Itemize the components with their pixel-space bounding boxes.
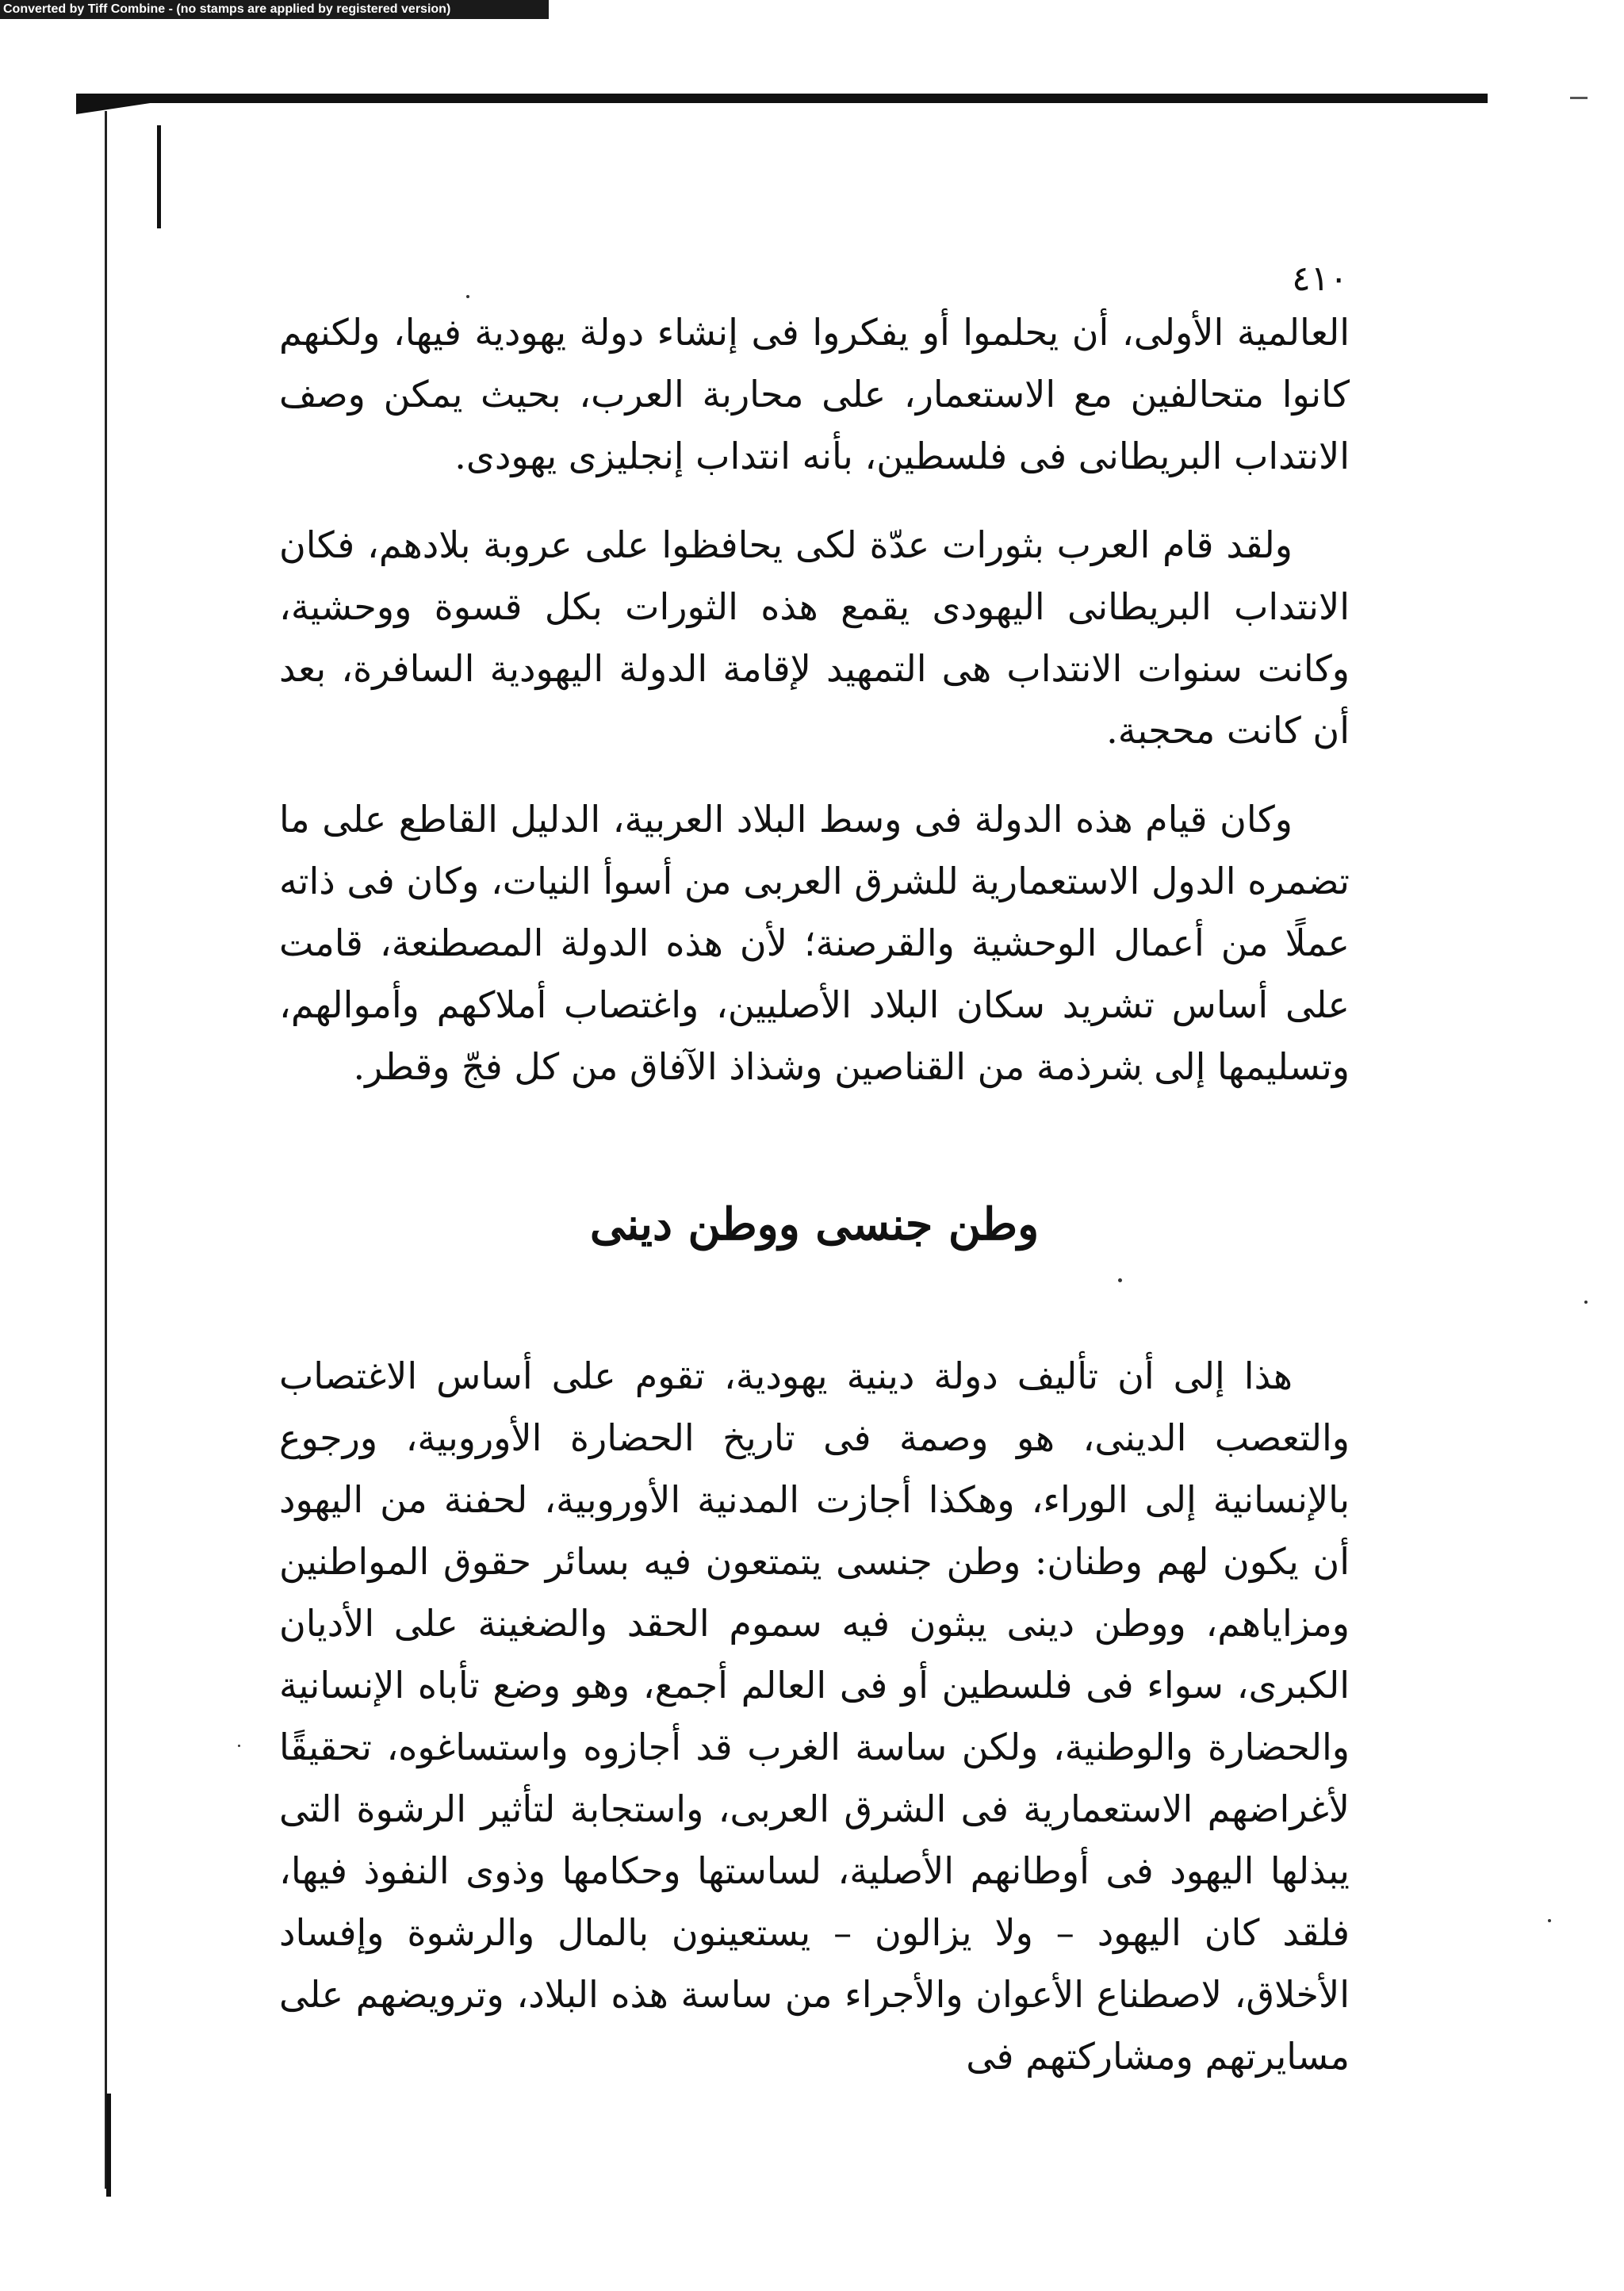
page-body <box>279 301 1350 2114</box>
scan-banner: Converted by Tiff Combine - (no stamps are applied by registered version) <box>0 0 549 19</box>
right-edge-mark <box>1570 97 1588 99</box>
scan-speck <box>238 1745 240 1747</box>
page-number: ٤١٠ <box>1292 259 1348 299</box>
scan-speck <box>1548 1919 1551 1922</box>
section-heading: وطن جنسى ووطن دينى <box>589 1198 1040 1251</box>
top-border-rule <box>76 94 1488 103</box>
body-paragraph: العالمية الأولى، أن يحلموا أو يفكروا فى إنشاء دولة يهودية فيها، ولكنهم كانوا متحالفين مع الاستعمار، على محاربة العرب، بحيث يمكن وصف الانتداب البريطانى فى فلسطين، بأنه انتداب إنجليزى يهودى. <box>279 311 1350 477</box>
body-paragraph: ولقد قام العرب بثورات عدّة لكى يحافظوا على عروبة بلادهم، فكان الانتداب البريطانى اليهودى يقمع هذه الثورات بكل قسوة ووحشية، وكانت سنوات الانتداب هى التمهيد لإقامة الدولة اليهودية السافرة، بعد أن كانت محجبة. <box>279 523 1350 752</box>
scan-speck <box>1584 1301 1588 1304</box>
top-border-rule-tip <box>76 100 171 114</box>
body-paragraph: هذا إلى أن تأليف دولة دينية يهودية، تقوم على أساس الاغتصاب والتعصب الدينى، هو وصمة فى تاريخ الحضارة الأوروبية، ورجوع بالإنسانية إلى الوراء، وهكذا أجازت المدنية الأوروبية، لحفنة من اليهود أن يكون لهم وطنان: وطن جنسى يتمتعون فيه بسائر حقوق المواطنين ومزاياهم، ووطن دينى يبثون فيه سموم الحقد والضغينة على الأديان الكبرى، سواء فى فلسطين أو فى العالم أجمع، وهو وضع تأباه الإنسانية والحضارة والوطنية، ولكن ساسة الغرب قد أجازوه واستساغوه، تحقيقًا لأغراضهم الاستعمارية فى الشرق العربى، واستجابة لتأثير الرشوة التى يبذلها اليهود فى أوطانهم الأصلية، لساستها وحكامها وذوى النفوذ فيها، فلقد كان اليهود – ولا يزالون – يستعينون بالمال والرشوة وإفساد الأخلاق، لاصطناع الأعوان والأجراء من ساسة هذه البلاد، وترويضهم على مسايرتهم ومشاركتهم فى <box>279 1354 1350 2078</box>
left-border-rule-head <box>157 125 161 228</box>
scan-speck <box>466 295 469 298</box>
left-border-rule-foot <box>106 2094 111 2197</box>
body-paragraph: وكان قيام هذه الدولة فى وسط البلاد العربية، الدليل القاطع على ما تضمره الدول الاستعمارية للشرق العربى من أسوأ النيات، وكان فى ذاته عملًا من أعمال الوحشية والقرصنة؛ لأن هذه الدولة المصطنعة، قامت على أساس تشريد سكان البلاد الأصليين، واغتصاب أملاكهم وأموالهم، وتسليمها إلى شرذمة من القناصين وشذاذ الآفاق من كل فجّ وقطر. <box>279 798 1350 1088</box>
left-border-rule <box>105 111 107 2189</box>
